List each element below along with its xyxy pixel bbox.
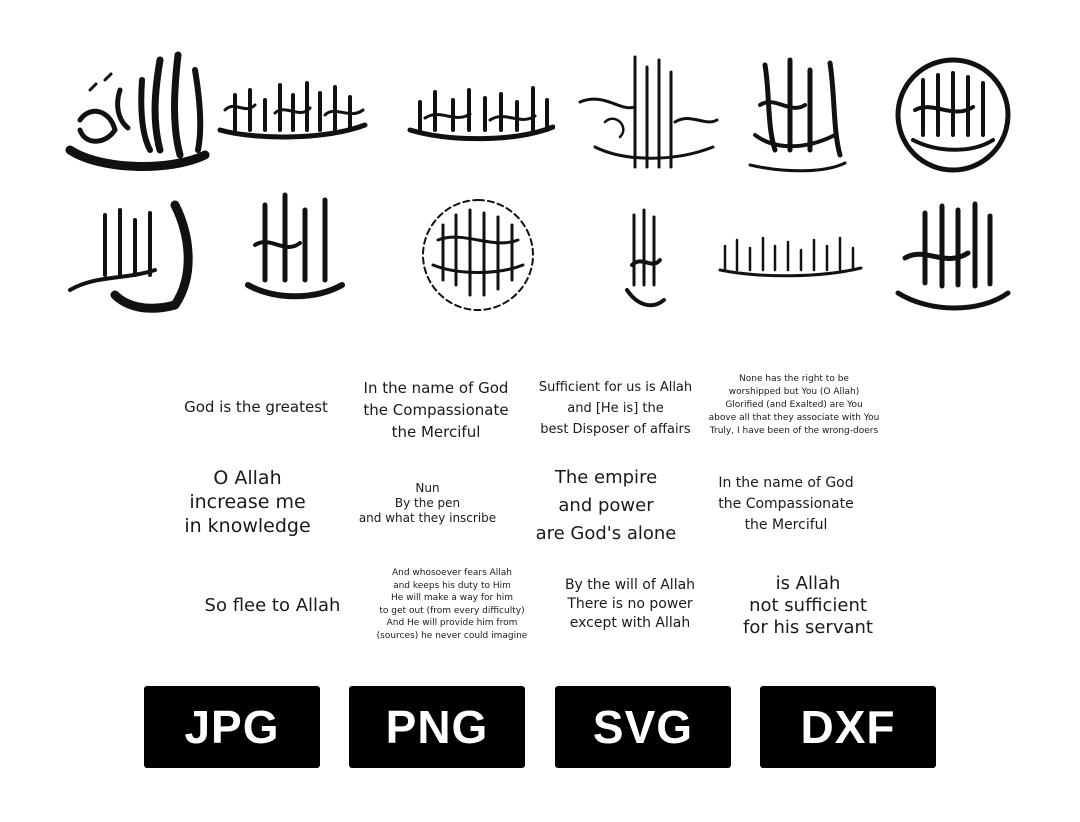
caption-line: In the name of God bbox=[363, 379, 509, 397]
caption-line: Truly, I have been of the wrong-doers bbox=[709, 426, 879, 436]
caption-al-mulk bbox=[520, 464, 692, 548]
caption-line: In the name of God bbox=[718, 475, 854, 491]
caption-la-ilaha bbox=[705, 373, 883, 438]
calligraphy-circular-mashallah bbox=[893, 55, 1013, 175]
caption-line: to get out (from every difficulty) bbox=[379, 605, 525, 616]
caption-line: for his servant bbox=[743, 617, 873, 638]
caption-line: So flee to Allah bbox=[204, 595, 341, 616]
calligraphy-fafirru-ilallah bbox=[622, 205, 667, 320]
caption-line: (sources) he never could imagine bbox=[376, 630, 528, 641]
calligraphy-la-ilaha bbox=[575, 52, 720, 174]
caption-line: not sufficient bbox=[749, 595, 867, 616]
caption-line: and power bbox=[558, 495, 654, 516]
caption-line: in knowledge bbox=[184, 515, 311, 537]
caption-line: is Allah bbox=[775, 573, 841, 594]
jpg-format-badge: JPG bbox=[144, 686, 320, 768]
caption-line: And whosoever fears Allah bbox=[391, 568, 512, 578]
caption-nun-wal-qalam bbox=[345, 481, 510, 526]
caption-line: There is no power bbox=[567, 596, 693, 612]
caption-line: the Merciful bbox=[744, 517, 828, 533]
caption-line: worshipped but You (O Allah) bbox=[728, 387, 860, 397]
caption-line: and what they inscribe bbox=[358, 511, 497, 525]
dxf-format-badge: DXF bbox=[760, 686, 936, 768]
caption-line: are God's alone bbox=[535, 523, 677, 544]
caption-wa-man-yattaqillah bbox=[362, 567, 542, 642]
caption-line: Glorified (and Exalted) are You bbox=[725, 400, 863, 410]
caption-line: the Compassionate bbox=[363, 401, 509, 419]
caption-fafirru bbox=[185, 595, 360, 617]
caption-line: the Merciful bbox=[391, 423, 481, 441]
calligraphy-hasbunallah bbox=[405, 82, 555, 147]
caption-line: the Compassionate bbox=[718, 496, 854, 512]
caption-line: By the will of Allah bbox=[564, 577, 696, 593]
calligraphy-bismillah bbox=[215, 75, 370, 150]
caption-line: Sufficient for us is Allah bbox=[538, 380, 693, 395]
caption-line: above all that they associate with You bbox=[708, 413, 880, 423]
caption-line: God is the greatest bbox=[184, 398, 328, 416]
caption-alaysallahu bbox=[722, 573, 894, 639]
caption-allahu-akbar bbox=[170, 397, 342, 417]
calligraphy-rabbi-zidni bbox=[745, 55, 850, 175]
png-format-badge: PNG bbox=[349, 686, 525, 768]
caption-line: The empire bbox=[554, 467, 658, 488]
calligraphy-circular-bismillah bbox=[418, 195, 538, 315]
caption-line: and [He is] the bbox=[567, 401, 664, 416]
caption-line: O Allah bbox=[213, 467, 282, 489]
calligraphy-nun-wal-qalam bbox=[65, 195, 205, 315]
caption-line: He will make a way for him bbox=[390, 593, 514, 603]
caption-line: Nun bbox=[415, 481, 440, 495]
caption-mashallah bbox=[545, 576, 715, 633]
caption-rabbi-zidni bbox=[165, 466, 330, 538]
caption-bismillah-2 bbox=[700, 473, 872, 536]
caption-line: and keeps his duty to Him bbox=[393, 580, 511, 591]
caption-line: best Disposer of affairs bbox=[540, 422, 691, 437]
caption-line: increase me bbox=[189, 491, 306, 513]
calligraphy-al-mulk bbox=[240, 185, 350, 307]
caption-line: By the pen bbox=[394, 496, 461, 510]
caption-line: None has the right to be bbox=[739, 374, 849, 384]
caption-line: except with Allah bbox=[569, 615, 691, 631]
caption-hasbunallah bbox=[528, 377, 703, 440]
calligraphy-allahu-akbar bbox=[60, 50, 210, 175]
calligraphy-alaysallahu bbox=[890, 198, 1015, 320]
calligraphy-wa-man-yattaqillah bbox=[715, 232, 865, 282]
svg-format-badge: SVG bbox=[555, 686, 731, 768]
caption-line: And He will provide him from bbox=[386, 618, 518, 628]
caption-bismillah bbox=[350, 377, 522, 443]
